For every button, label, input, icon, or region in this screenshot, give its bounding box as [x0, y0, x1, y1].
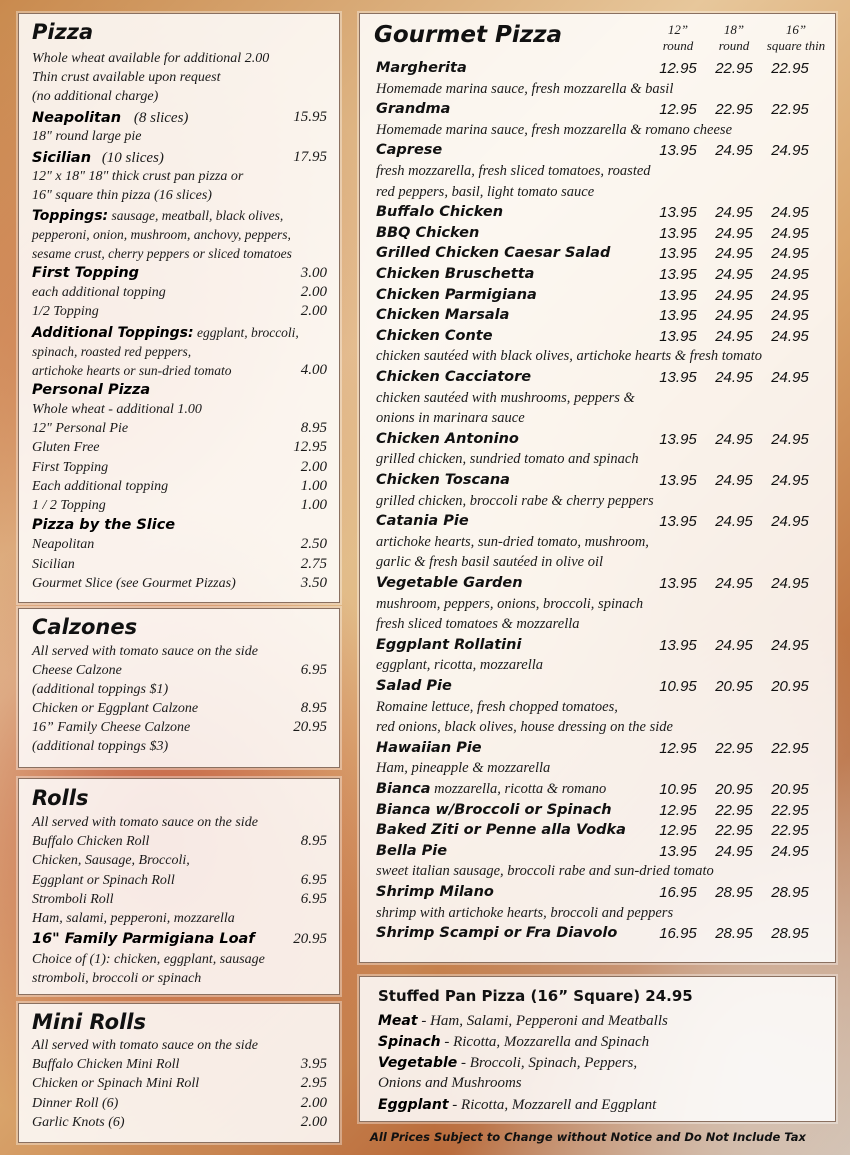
gourmet-item-price: 20.95: [771, 781, 809, 798]
gourmet-item-label: Margherita: [376, 60, 467, 76]
stuffed-text: Onions and Mushrooms: [378, 1075, 522, 1091]
gourmet-item-label: Chicken Conte: [376, 328, 493, 344]
gourmet-item-price: 24.95: [715, 204, 753, 221]
gourmet-item-label: Hawaiian Pie: [376, 740, 482, 756]
gourmet-item-price: 13.95: [659, 204, 697, 221]
sicilian-row: [32, 148, 164, 168]
gourmet-item-price: 13.95: [659, 369, 697, 386]
gourmet-item-price: 13.95: [659, 843, 697, 860]
roll-line: Eggplant or Spinach Roll: [32, 873, 175, 888]
gourmet-item-price: 24.95: [771, 369, 809, 386]
gourmet-item-price: 22.95: [771, 101, 809, 118]
gourmet-item-price: 24.95: [715, 245, 753, 262]
neapolitan-name: Neapolitan: [32, 110, 122, 126]
gourmet-item-price: 13.95: [659, 472, 697, 489]
gourmet-item-price: 13.95: [659, 266, 697, 283]
mini-roll-price: 2.00: [300, 1114, 327, 1130]
personal-item-price: 2.00: [300, 459, 327, 475]
gourmet-item-desc: Homemade marina sauce, fresh mozzarella & romano cheese: [376, 122, 733, 138]
gourmet-item-desc: red onions, black olives, house dressing on the side: [376, 719, 673, 735]
calzone-line: Cheese Calzone: [32, 663, 122, 678]
gourmet-item-extra: mozzarella, ricotta & romano: [430, 781, 607, 797]
toppings-label: Toppings:: [32, 208, 109, 224]
gourmet-item-price: 24.95: [771, 328, 809, 345]
gourmet-item-label: Chicken Marsala: [376, 307, 510, 323]
gourmet-item-price: 22.95: [771, 740, 809, 757]
personal-item-price: 1.00: [300, 478, 327, 494]
additional-toppings-row: [32, 323, 299, 343]
gourmet-item-price: 24.95: [715, 225, 753, 242]
gourmet-item-name: [376, 244, 610, 263]
personal-pizza-note: Whole wheat - additional 1.00: [32, 402, 202, 417]
gourmet-item-desc: grilled chicken, broccoli rabe & cherry peppers: [376, 493, 654, 509]
col-size: 18”: [723, 22, 745, 37]
col-head-16-square: [760, 22, 832, 54]
half-topping-price: 2.00: [300, 303, 327, 319]
slice-item-name: Neapolitan: [32, 537, 95, 552]
additional-toppings-text: artichoke hearts or sun-dried tomato: [32, 363, 232, 378]
gourmet-item-price: 24.95: [715, 575, 753, 592]
gourmet-item-label: Bella Pie: [376, 843, 448, 859]
gourmet-item-desc: Romaine lettuce, fresh chopped tomatoes,: [376, 699, 618, 715]
gourmet-item-price: 13.95: [659, 637, 697, 654]
rolls-title: Rolls: [32, 786, 89, 810]
personal-item-price: 12.95: [293, 439, 327, 455]
sicilian-price: 17.95: [293, 149, 327, 165]
additional-toppings-label: Additional Toppings:: [32, 325, 194, 341]
gourmet-item-price: 24.95: [771, 266, 809, 283]
gourmet-item-price: 24.95: [715, 307, 753, 324]
col-kind: round: [662, 38, 694, 53]
personal-item-price: 8.95: [300, 420, 327, 436]
gourmet-item-label: Chicken Toscana: [376, 472, 510, 488]
gourmet-item-price: 24.95: [771, 287, 809, 304]
col-kind: square thin: [766, 38, 826, 53]
gourmet-item-price: 13.95: [659, 328, 697, 345]
stuffed-line: [378, 1032, 649, 1052]
gourmet-item-price: 22.95: [715, 740, 753, 757]
gourmet-item-name: [376, 286, 537, 305]
half-topping-name: 1/2 Topping: [32, 304, 99, 319]
stuffed-title: Stuffed Pan Pizza (16” Square) 24.95: [378, 987, 693, 1005]
gourmet-item-price: 22.95: [771, 822, 809, 839]
gourmet-item-price: 28.95: [715, 925, 753, 942]
gourmet-item-price: 28.95: [771, 884, 809, 901]
slice-item-name: Gourmet Slice (see Gourmet Pizzas): [32, 576, 236, 591]
sicilian-desc: 12" x 18" 18" thick crust pan pizza or: [32, 169, 244, 184]
gourmet-item-name: [376, 780, 606, 799]
gourmet-item-desc: onions in marinara sauce: [376, 410, 525, 426]
gourmet-item-price: 24.95: [715, 287, 753, 304]
pizza-note: Whole wheat available for additional 2.00: [32, 51, 270, 66]
neapolitan-price: 15.95: [293, 109, 327, 125]
gourmet-item-price: 12.95: [659, 101, 697, 118]
stuffed-text: - Broccoli, Spinach, Peppers,: [457, 1055, 638, 1071]
stuffed-line: [378, 1053, 637, 1073]
toppings-text: sesame crust, cherry peppers or sliced tomatoes: [32, 246, 292, 261]
toppings-text: pepperoni, onion, mushroom, anchovy, peppers,: [32, 227, 291, 242]
gourmet-item-desc: artichoke hearts, sun-dried tomato, mushroom,: [376, 534, 649, 550]
personal-item-name: First Topping: [32, 460, 109, 475]
gourmet-item-label: Grandma: [376, 101, 451, 117]
gourmet-item-name: [376, 924, 617, 943]
gourmet-item-name: [376, 574, 523, 593]
gourmet-title: Gourmet Pizza: [374, 22, 562, 48]
mini-roll-price: 3.95: [300, 1056, 327, 1072]
family-loaf-price: 20.95: [293, 931, 327, 947]
gourmet-item-price: 20.95: [715, 678, 753, 695]
gourmet-item-price: 24.95: [771, 204, 809, 221]
neapolitan-row: [32, 108, 188, 128]
roll-line: Ham, salami, pepperoni, mozzarella: [32, 911, 235, 926]
gourmet-item-desc: fresh sliced tomatoes & mozzarella: [376, 616, 580, 632]
gourmet-item-name: [376, 306, 509, 325]
roll-price: 8.95: [300, 833, 327, 849]
gourmet-item-price: 24.95: [771, 575, 809, 592]
gourmet-item-price: 13.95: [659, 245, 697, 262]
stuffed-text: - Ricotta, Mozzarell and Eggplant: [448, 1097, 657, 1113]
gourmet-item-name: [376, 368, 531, 387]
gourmet-item-label: Buffalo Chicken: [376, 204, 504, 220]
gourmet-item-price: 24.95: [715, 431, 753, 448]
gourmet-item-desc: shrimp with artichoke hearts, broccoli and peppers: [376, 905, 674, 921]
calzones-title: Calzones: [32, 615, 138, 639]
gourmet-item-price: 28.95: [771, 925, 809, 942]
gourmet-item-price: 24.95: [771, 245, 809, 262]
gourmet-item-price: 24.95: [715, 266, 753, 283]
family-loaf-choice: stromboli, broccoli or spinach: [32, 971, 202, 986]
stuffed-label: Meat: [378, 1013, 418, 1029]
gourmet-item-label: BBQ Chicken: [376, 225, 480, 241]
toppings-row: [32, 206, 283, 226]
mini-rolls-note: All served with tomato sauce on the side: [32, 1038, 258, 1053]
personal-pizza-title: Personal Pizza: [32, 382, 151, 398]
gourmet-item-price: 24.95: [715, 513, 753, 530]
roll-price: 6.95: [300, 872, 327, 888]
gourmet-item-price: 13.95: [659, 307, 697, 324]
gourmet-item-price: 22.95: [715, 60, 753, 77]
gourmet-item-name: [376, 203, 503, 222]
personal-item-name: 1 / 2 Topping: [32, 498, 106, 513]
rolls-note: All served with tomato sauce on the side: [32, 815, 258, 830]
slice-item-price: 2.50: [300, 536, 327, 552]
additional-toppings-price: 4.00: [300, 362, 327, 378]
neapolitan-detail: (8 slices): [133, 110, 189, 126]
neapolitan-desc: 18" round large pie: [32, 129, 142, 144]
gourmet-item-price: 13.95: [659, 225, 697, 242]
gourmet-item-label: Salad Pie: [376, 678, 452, 694]
gourmet-item-price: 24.95: [715, 369, 753, 386]
family-loaf-choice: Choice of (1): chicken, eggplant, sausage: [32, 952, 265, 967]
gourmet-item-name: [376, 327, 493, 346]
gourmet-item-price: 12.95: [659, 60, 697, 77]
gourmet-item-price: 24.95: [771, 225, 809, 242]
gourmet-item-name: [376, 471, 510, 490]
toppings-text: sausage, meatball, black olives,: [108, 208, 284, 223]
stuffed-line: [378, 1011, 668, 1031]
gourmet-item-price: 13.95: [659, 575, 697, 592]
mini-roll-price: 2.95: [300, 1075, 327, 1091]
mini-roll-line: Buffalo Chicken Mini Roll: [32, 1057, 180, 1072]
gourmet-item-name: [376, 100, 450, 119]
pizza-note: Thin crust available upon request: [32, 70, 221, 85]
gourmet-item-price: 24.95: [715, 637, 753, 654]
gourmet-item-price: 13.95: [659, 431, 697, 448]
sicilian-detail: (10 slices): [101, 150, 164, 166]
calzone-price: 6.95: [300, 662, 327, 678]
roll-line: Chicken, Sausage, Broccoli,: [32, 853, 190, 868]
stuffed-line: [378, 1095, 656, 1115]
slice-title: Pizza by the Slice: [32, 517, 176, 533]
gourmet-item-label: Shrimp Scampi or Fra Diavolo: [376, 925, 618, 941]
each-additional-name: each additional topping: [32, 285, 166, 300]
gourmet-item-price: 28.95: [715, 884, 753, 901]
col-size: 12”: [667, 22, 689, 37]
gourmet-item-desc: fresh mozzarella, fresh sliced tomatoes, roasted: [376, 163, 651, 179]
pizza-title: Pizza: [32, 20, 94, 44]
gourmet-item-label: Vegetable Garden: [376, 575, 523, 591]
gourmet-item-price: 13.95: [659, 142, 697, 159]
calzone-price: 8.95: [300, 700, 327, 716]
gourmet-item-price: 22.95: [715, 101, 753, 118]
gourmet-item-price: 24.95: [715, 472, 753, 489]
gourmet-item-label: Caprese: [376, 142, 443, 158]
roll-price: 6.95: [300, 891, 327, 907]
gourmet-item-name: [376, 801, 612, 820]
slice-item-price: 2.75: [300, 556, 327, 572]
gourmet-item-name: [376, 430, 519, 449]
gourmet-item-desc: Ham, pineapple & mozzarella: [376, 760, 551, 776]
gourmet-item-name: [376, 224, 479, 243]
gourmet-item-price: 16.95: [659, 925, 697, 942]
stuffed-label: Eggplant: [378, 1097, 449, 1113]
gourmet-item-label: Grilled Chicken Caesar Salad: [376, 245, 611, 261]
gourmet-item-price: 22.95: [771, 60, 809, 77]
gourmet-item-label: Catania Pie: [376, 513, 469, 529]
gourmet-item-price: 10.95: [659, 781, 697, 798]
gourmet-item-desc: eggplant, ricotta, mozzarella: [376, 657, 544, 673]
stuffed-label: Vegetable: [378, 1055, 458, 1071]
gourmet-item-price: 16.95: [659, 884, 697, 901]
gourmet-item-name: [376, 636, 521, 655]
mini-roll-line: Dinner Roll (6): [32, 1096, 119, 1111]
stuffed-text: - Ricotta, Mozzarella and Spinach: [440, 1034, 650, 1050]
gourmet-item-price: 24.95: [715, 142, 753, 159]
gourmet-item-label: Shrimp Milano: [376, 884, 494, 900]
gourmet-item-label: Chicken Antonino: [376, 431, 519, 447]
mini-roll-price: 2.00: [300, 1095, 327, 1111]
sicilian-name: Sicilian: [32, 150, 92, 166]
stuffed-label: Spinach: [378, 1034, 441, 1050]
gourmet-item-price: 24.95: [771, 637, 809, 654]
gourmet-item-desc: chicken sautéed with mushrooms, peppers &: [376, 390, 635, 406]
gourmet-item-desc: sweet italian sausage, broccoli rabe and sun-dried tomato: [376, 863, 714, 879]
calzones-note: All served with tomato sauce on the side: [32, 644, 258, 659]
gourmet-item-price: 20.95: [715, 781, 753, 798]
gourmet-item-desc: red peppers, basil, light tomato sauce: [376, 184, 595, 200]
gourmet-item-price: 24.95: [715, 843, 753, 860]
gourmet-item-price: 20.95: [771, 678, 809, 695]
gourmet-item-price: 24.95: [771, 307, 809, 324]
gourmet-item-price: 22.95: [715, 802, 753, 819]
gourmet-item-desc: grilled chicken, sundried tomato and spinach: [376, 451, 639, 467]
roll-line: Stromboli Roll: [32, 892, 114, 907]
gourmet-item-price: 10.95: [659, 678, 697, 695]
gourmet-item-name: [376, 512, 469, 531]
gourmet-item-label: Eggplant Rollatini: [376, 637, 522, 653]
gourmet-item-name: [376, 59, 467, 78]
calzone-line: (additional toppings $3): [32, 739, 169, 754]
gourmet-item-price: 12.95: [659, 802, 697, 819]
personal-item-name: Each additional topping: [32, 479, 169, 494]
gourmet-item-price: 24.95: [771, 472, 809, 489]
slice-item-price: 3.50: [300, 575, 327, 591]
gourmet-item-label: Bianca: [376, 781, 431, 797]
gourmet-item-label: Chicken Bruschetta: [376, 266, 535, 282]
col-head-12-round: [650, 22, 706, 54]
each-additional-price: 2.00: [300, 284, 327, 300]
col-size: 16”: [785, 22, 807, 37]
gourmet-item-price: 22.95: [771, 802, 809, 819]
gourmet-item-name: [376, 883, 494, 902]
gourmet-item-name: [376, 821, 626, 840]
gourmet-item-name: [376, 842, 447, 861]
gourmet-item-name: [376, 677, 452, 696]
calzone-line: (additional toppings $1): [32, 682, 169, 697]
additional-toppings-text: eggplant, broccoli,: [193, 325, 299, 340]
calzone-line: 16” Family Cheese Calzone: [32, 720, 191, 735]
gourmet-item-price: 24.95: [715, 328, 753, 345]
family-loaf-name: 16" Family Parmigiana Loaf: [32, 931, 255, 947]
first-topping-name: First Topping: [32, 265, 140, 281]
mini-rolls-title: Mini Rolls: [32, 1010, 147, 1034]
gourmet-item-desc: chicken sautéed with black olives, artichoke hearts & fresh tomato: [376, 348, 763, 364]
gourmet-item-price: 24.95: [771, 843, 809, 860]
additional-toppings-text: spinach, roasted red peppers,: [32, 344, 192, 359]
gourmet-item-desc: Homemade marina sauce, fresh mozzarella & basil: [376, 81, 674, 97]
gourmet-item-desc: mushroom, peppers, onions, broccoli, spinach: [376, 596, 644, 612]
slice-item-name: Sicilian: [32, 557, 75, 572]
first-topping-price: 3.00: [300, 265, 327, 281]
calzone-price: 20.95: [293, 719, 327, 735]
col-head-18-round: [706, 22, 762, 54]
pizza-note: (no additional charge): [32, 89, 159, 104]
footer-disclaimer: All Prices Subject to Change without Notice and Do Not Include Tax: [370, 1130, 806, 1144]
gourmet-item-name: [376, 141, 442, 160]
stuffed-text: - Ham, Salami, Pepperoni and Meatballs: [417, 1013, 668, 1029]
sicilian-desc: 16" square thin pizza (16 slices): [32, 188, 212, 203]
roll-line: Buffalo Chicken Roll: [32, 834, 150, 849]
mini-roll-line: Chicken or Spinach Mini Roll: [32, 1076, 200, 1091]
gourmet-item-price: 24.95: [771, 513, 809, 530]
calzone-line: Chicken or Eggplant Calzone: [32, 701, 199, 716]
gourmet-item-name: [376, 739, 482, 758]
gourmet-item-label: Chicken Cacciatore: [376, 369, 532, 385]
gourmet-item-price: 13.95: [659, 513, 697, 530]
gourmet-item-price: 22.95: [715, 822, 753, 839]
col-kind: round: [718, 38, 750, 53]
mini-roll-line: Garlic Knots (6): [32, 1115, 125, 1130]
gourmet-item-label: Chicken Parmigiana: [376, 287, 537, 303]
gourmet-item-desc: garlic & fresh basil sautéed in olive oil: [376, 554, 604, 570]
gourmet-item-price: 24.95: [771, 431, 809, 448]
gourmet-item-price: 24.95: [771, 142, 809, 159]
gourmet-item-price: 12.95: [659, 822, 697, 839]
personal-item-name: Gluten Free: [32, 440, 100, 455]
gourmet-item-name: [376, 265, 534, 284]
gourmet-item-price: 13.95: [659, 287, 697, 304]
gourmet-item-label: Bianca w/Broccoli or Spinach: [376, 802, 612, 818]
gourmet-item-price: 12.95: [659, 740, 697, 757]
gourmet-item-label: Baked Ziti or Penne alla Vodka: [376, 822, 626, 838]
personal-item-name: 12" Personal Pie: [32, 421, 129, 436]
personal-item-price: 1.00: [300, 497, 327, 513]
